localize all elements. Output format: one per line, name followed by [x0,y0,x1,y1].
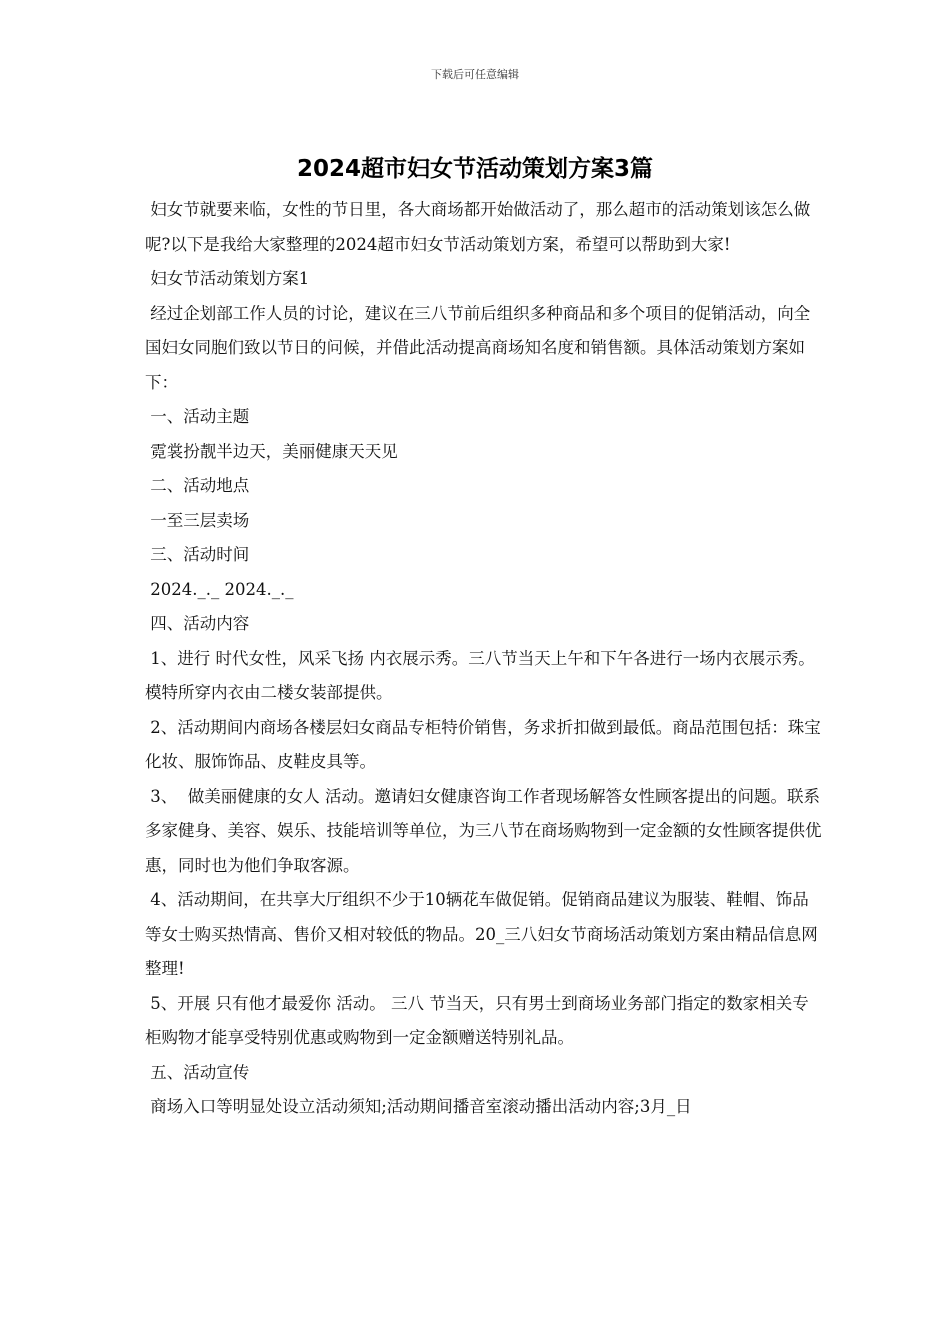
document-body [145,193,825,1125]
document-title: 2024超市妇女节活动策划方案3篇 [296,156,654,182]
activity-theme-text: 霓裳扮靓半边天，美丽健康天天见 [145,441,398,461]
activity-time-text: 2024._._ 2024._._ [145,579,294,599]
heading-activity-content: 四、活动内容 [145,614,250,633]
content-item-2: 2、活动期间内商场各楼层妇女商品专柜特价销售，务求折扣做到最低。商品范围包括：珠宝化妆、服饰饰品、皮鞋皮具等。 [145,717,821,771]
section-heading-plan-1: 妇女节活动策划方案1 [145,269,310,288]
activity-promotion-text: 商场入口等明显处设立活动须知;活动期间播音室滚动播出活动内容;3月_日 [145,1097,692,1116]
heading-activity-promotion: 五、活动宣传 [145,1062,250,1082]
content-item-3: 3、 做美丽健康的女人 活动。邀请妇女健康咨询工作者现场解答女性顾客提出的问题。联系多家健身、美容、娱乐、技能培训等单位，为三八节在商场购物到一定金额的女性顾客提供优惠，同时也为他们争取客源。 [145,786,822,875]
heading-activity-location: 二、活动地点 [145,476,250,495]
intro-paragraph: 妇女节就要来临，女性的节日里，各大商场都开始做活动了，那么超市的活动策划该怎么做呢?以下是我给大家整理的2024超市妇女节活动策划方案，希望可以帮助到大家! [145,200,811,254]
content-item-1: 1、进行 时代女性，风采飞扬 内衣展示秀。三八节当天上午和下午各进行一场内衣展示秀。模特所穿内衣由二楼女装部提供。 [145,648,815,702]
content-item-5: 5、开展 只有他才最爱你 活动。 三八 节当天，只有男士到商场业务部门指定的数家相关专柜购物才能享受特别优惠或购物到一定金额赠送特别礼品。 [145,993,809,1047]
page-header-note: 下载后可任意编辑 [431,68,519,81]
content-item-4: 4、活动期间，在共享大厅组织不少于10辆花车做促销。促销商品建议为服装、鞋帽、饰品等女士购买热情高、售价又相对较低的物品。20_三八妇女节商场活动策划方案由精品信息网整理! [145,890,818,978]
heading-activity-time: 三、活动时间 [145,545,250,564]
heading-activity-theme: 一、活动主题 [145,407,250,426]
plan-intro-paragraph: 经过企划部工作人员的讨论，建议在三八节前后组织多种商品和多个项目的促销活动，向全国妇女同胞们致以节日的问候，并借此活动提高商场知名度和销售额。具体活动策划方案如下： [145,303,811,392]
activity-location-text: 一至三层卖场 [145,510,250,530]
